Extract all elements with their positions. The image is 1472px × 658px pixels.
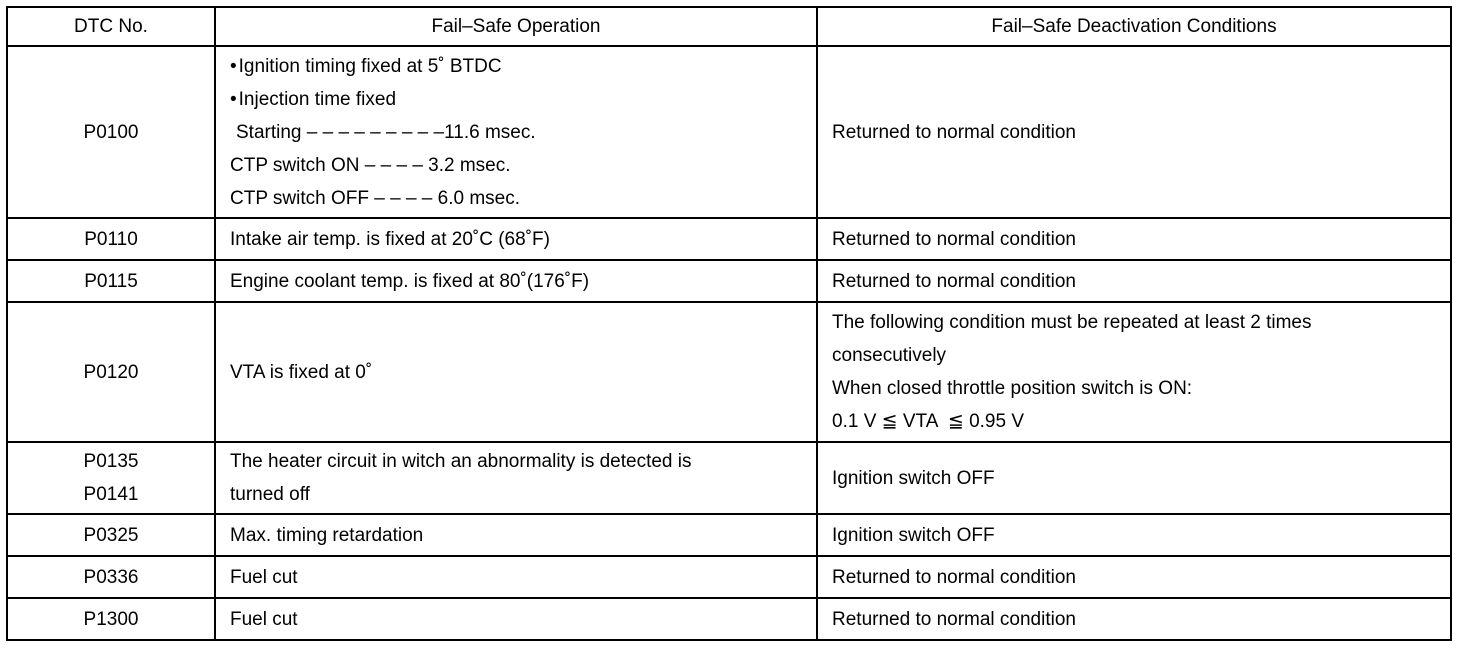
deactivation-cell	[817, 442, 1451, 514]
operation-cell	[215, 556, 817, 598]
operation-line: Engine coolant temp. is fixed at 80˚(176˚F)	[230, 270, 590, 292]
operation-line: CTP switch OFF – – – – 6.0 msec.	[230, 187, 521, 209]
dtc-code: P0141	[83, 484, 139, 505]
deactivation-cell	[817, 302, 1451, 442]
deactivation-line: Returned to normal condition	[832, 566, 1076, 588]
dtc-cell	[7, 442, 215, 514]
dtc-cell	[7, 598, 215, 640]
dtc-cell	[7, 514, 215, 556]
deactivation-line: Returned to normal condition	[832, 270, 1076, 292]
dtc-code: P1300	[83, 608, 139, 630]
header-dtc: DTC No.	[7, 7, 215, 46]
operation-line: • Ignition timing fixed at 5˚ BTDC	[230, 50, 802, 83]
dtc-cell	[7, 260, 215, 302]
table-row	[7, 556, 1451, 598]
operation-cell	[215, 218, 817, 260]
deactivation-line: Returned to normal condition	[832, 228, 1076, 250]
operation-line: Fuel cut	[230, 566, 298, 588]
header-deactivation: Fail–Safe Deactivation Conditions	[817, 7, 1451, 46]
deactivation-cell	[817, 260, 1451, 302]
table-row	[7, 46, 1451, 218]
deactivation-line: 0.1 V ≦ VTA ≦ 0.95 V	[832, 411, 1025, 432]
table-row	[7, 598, 1451, 640]
deactivation-cell	[817, 556, 1451, 598]
operation-cell	[215, 442, 817, 514]
operation-line: Intake air temp. is fixed at 20˚C (68˚F)	[230, 228, 550, 250]
operation-cell	[215, 46, 817, 218]
dtc-code: P0110	[84, 228, 138, 250]
deactivation-line: Ignition switch OFF	[832, 524, 995, 546]
dtc-cell	[7, 218, 215, 260]
deactivation-line: Ignition switch OFF	[832, 467, 995, 489]
deactivation-line: The following condition must be repeated at least 2 times	[832, 312, 1312, 333]
deactivation-line: Returned to normal condition	[832, 608, 1076, 630]
operation-line: CTP switch ON – – – – 3.2 msec.	[230, 154, 511, 176]
dtc-code: P0115	[84, 270, 138, 292]
dtc-cell	[7, 302, 215, 442]
operation-line: Fuel cut	[230, 608, 298, 630]
operation-cell	[215, 260, 817, 302]
deactivation-cell	[817, 218, 1451, 260]
operation-line: Max. timing retardation	[230, 524, 424, 546]
deactivation-cell	[817, 598, 1451, 640]
table-row	[7, 260, 1451, 302]
operation-cell	[215, 598, 817, 640]
operation-cell	[215, 302, 817, 442]
dtc-code: P0100	[83, 121, 139, 143]
dtc-cell	[7, 556, 215, 598]
table-row	[7, 218, 1451, 260]
operation-line: Starting – – – – – – – – –11.6 msec.	[236, 121, 536, 143]
deactivation-line: consecutively	[832, 345, 947, 366]
header-row	[7, 7, 1451, 46]
deactivation-cell	[817, 46, 1451, 218]
deactivation-cell	[817, 514, 1451, 556]
table-row	[7, 302, 1451, 442]
fail-safe-table	[6, 6, 1452, 641]
dtc-code: P0325	[83, 524, 139, 546]
deactivation-line: Returned to normal condition	[832, 121, 1076, 143]
table-row	[7, 442, 1451, 514]
deactivation-line: When closed throttle position switch is ON:	[832, 378, 1193, 399]
dtc-code: P0135	[83, 451, 139, 472]
header-operation: Fail–Safe Operation	[215, 7, 817, 46]
operation-line: The heater circuit in witch an abnormality is detected is	[230, 451, 692, 472]
dtc-cell	[7, 46, 215, 218]
operation-line: turned off	[230, 484, 310, 505]
table-row	[7, 514, 1451, 556]
dtc-code: P0120	[83, 361, 139, 383]
operation-line: VTA is fixed at 0˚	[230, 361, 373, 383]
operation-line: • Injection time fixed	[230, 83, 802, 116]
dtc-code: P0336	[83, 566, 139, 588]
operation-cell	[215, 514, 817, 556]
